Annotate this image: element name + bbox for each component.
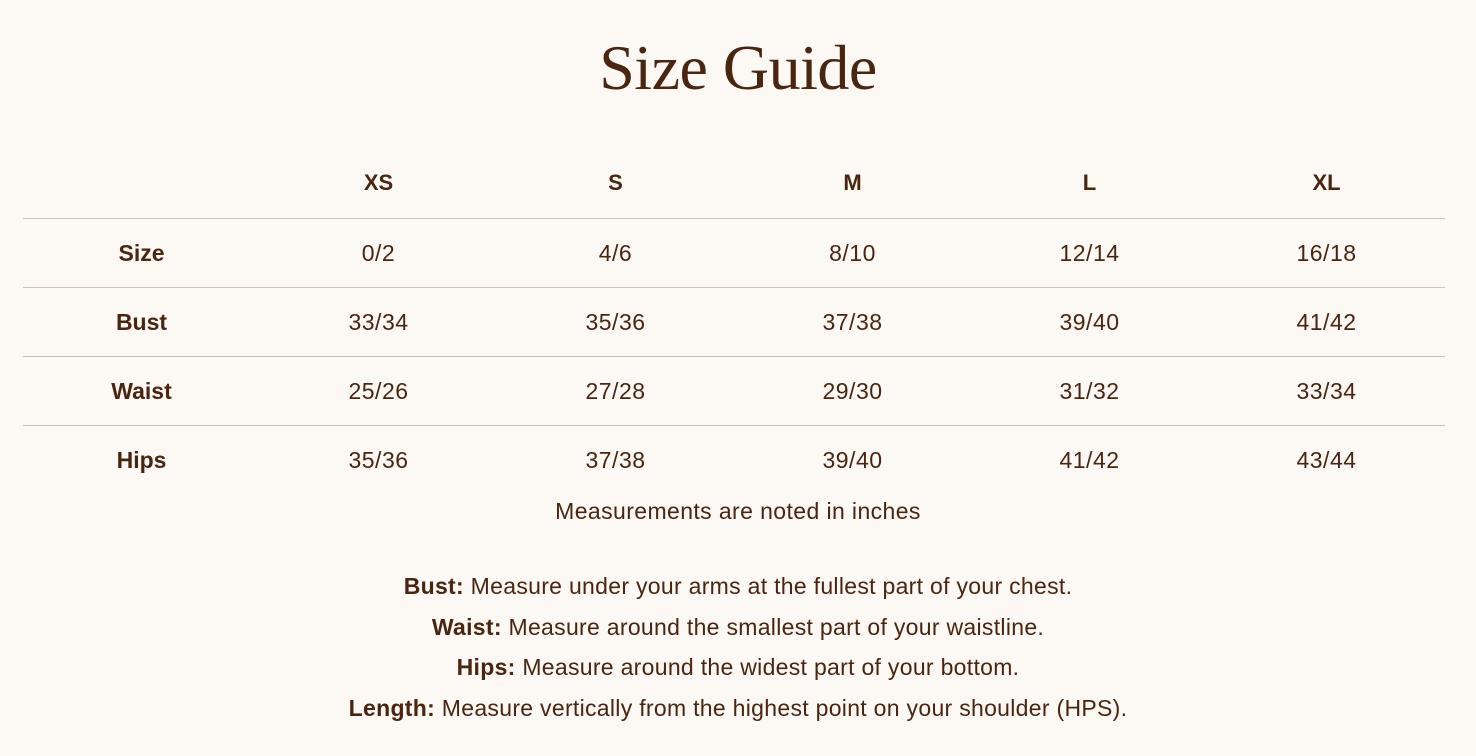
cell-size-xl: 16/18: [1208, 219, 1445, 288]
instruction-text: Measure under your arms at the fullest part of your chest.: [463, 573, 1073, 599]
instruction-label: Bust:: [403, 573, 464, 599]
instruction-label: Hips:: [456, 654, 516, 681]
cell-waist-m: 29/30: [734, 357, 971, 426]
header-m: M: [734, 147, 971, 219]
page-title: Size Guide: [599, 32, 877, 103]
instruction-text: Measure around the smallest part of your waistline.: [501, 613, 1045, 640]
row-label-size: Size: [23, 219, 260, 288]
instruction-label: Waist:: [431, 613, 502, 640]
cell-waist-xl: 33/34: [1208, 357, 1445, 426]
header-empty: [23, 147, 260, 219]
instruction-label: Length:: [348, 695, 436, 722]
cell-size-s: 4/6: [497, 219, 734, 288]
cell-bust-m: 37/38: [734, 288, 971, 357]
measurement-instructions: [0, 566, 1476, 729]
instruction-text: Measure around the widest part of your bottom.: [515, 654, 1020, 681]
header-s: S: [497, 147, 734, 219]
cell-hips-m: 39/40: [822, 446, 883, 473]
row-label-waist: Waist: [23, 357, 260, 426]
instruction-text: Measure vertically from the highest point on your shoulder (HPS).: [435, 695, 1128, 722]
instruction-bust: [0, 566, 1476, 607]
header-xl: XL: [1208, 147, 1445, 219]
size-chart-table: [23, 147, 1445, 495]
table-row-size: [23, 219, 1445, 288]
cell-hips-xs: 35/36: [348, 446, 409, 473]
cell-waist-s: 27/28: [497, 357, 734, 426]
instruction-waist: [0, 607, 1476, 648]
instruction-hips: [0, 647, 1476, 688]
cell-bust-l: 39/40: [971, 288, 1208, 357]
cell-bust-xl: 41/42: [1208, 288, 1445, 357]
table-row-bust: [23, 288, 1445, 357]
cell-bust-s: 35/36: [497, 288, 734, 357]
header-xs: XS: [260, 147, 497, 219]
cell-bust-xs: 33/34: [260, 288, 497, 357]
cell-size-m: 8/10: [734, 219, 971, 288]
row-label-bust: Bust: [23, 288, 260, 357]
cell-hips-s: 37/38: [585, 446, 646, 473]
cell-hips-xl: 43/44: [1296, 446, 1357, 473]
cell-size-xs: 0/2: [260, 219, 497, 288]
cell-size-l: 12/14: [971, 219, 1208, 288]
table-row-hips: [23, 426, 1445, 495]
cell-hips-l: 41/42: [1059, 446, 1120, 473]
row-label-hips: Hips: [116, 446, 167, 473]
instruction-length: [0, 688, 1476, 729]
header-l: L: [971, 147, 1208, 219]
cell-waist-xs: 25/26: [260, 357, 497, 426]
table-header-row: [23, 147, 1445, 219]
measurement-units-note: Measurements are noted in inches: [555, 498, 921, 524]
table-row-waist: [23, 357, 1445, 426]
cell-waist-l: 31/32: [971, 357, 1208, 426]
